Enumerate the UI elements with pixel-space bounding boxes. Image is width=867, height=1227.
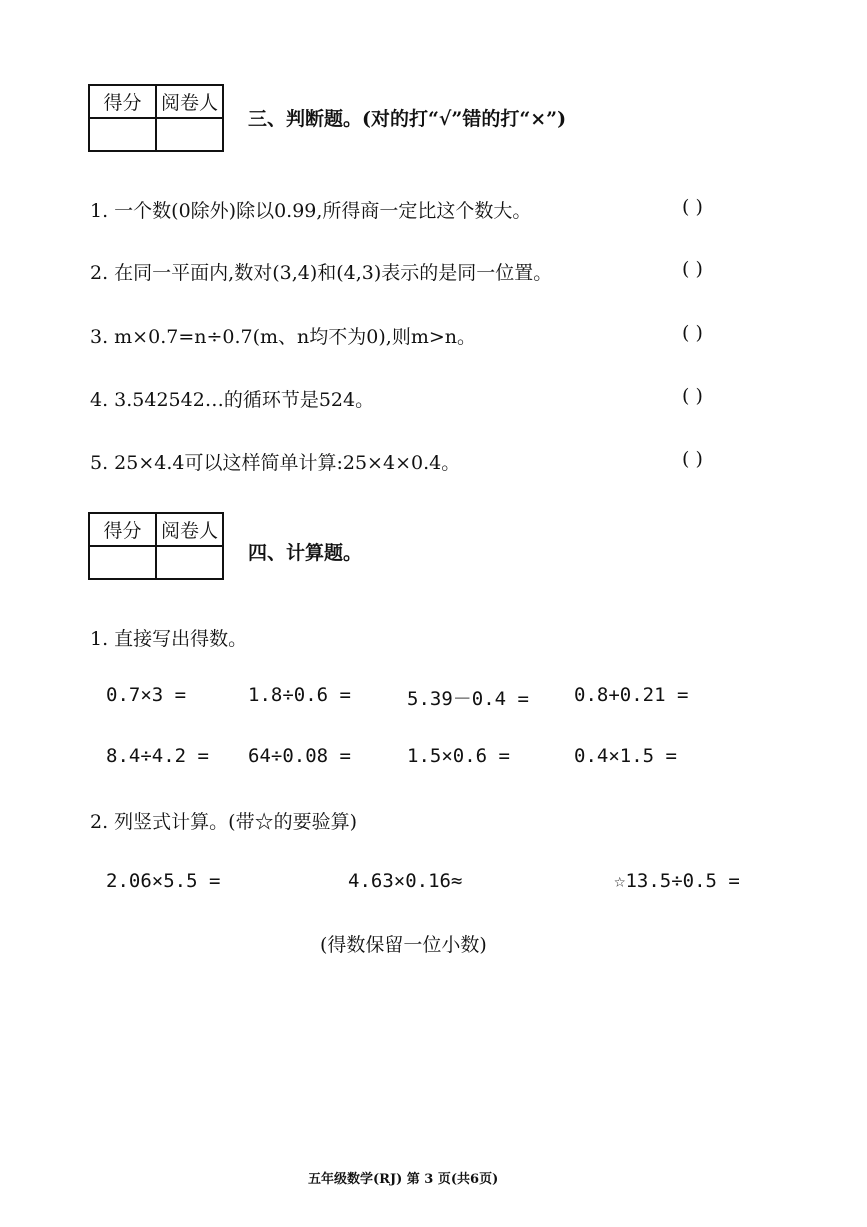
score-box-1 — [88, 84, 224, 152]
vertical-calc-1: 2.06×5.5 = — [106, 870, 221, 892]
score-label: 得分 — [89, 85, 156, 118]
judge-item-4: 4. 3.542542…的循环节是524。 — [90, 389, 375, 411]
oral-calc-6: 64÷0.08 = — [248, 745, 351, 767]
part2-title: 2. 列竖式计算。(带☆的要验算) — [90, 811, 357, 833]
oral-calc-1: 0.7×3 = — [106, 684, 187, 706]
oral-calc-5: 8.4÷4.2 = — [106, 745, 209, 767]
judge-answer-4[interactable]: ( ) — [682, 385, 703, 407]
oral-calc-8: 0.4×1.5 = — [574, 745, 677, 767]
judge-answer-5[interactable]: ( ) — [682, 448, 703, 470]
oral-calc-7: 1.5×0.6 = — [407, 745, 510, 767]
part1-title: 1. 直接写出得数。 — [90, 628, 248, 650]
grader-label: 阅卷人 — [156, 85, 223, 118]
judge-answer-2[interactable]: ( ) — [682, 258, 703, 280]
section3-title: 三、判断题。(对的打“√”错的打“×”) — [248, 108, 567, 130]
judge-item-5: 5. 25×4.4可以这样简单计算:25×4×0.4。 — [90, 452, 461, 474]
judge-answer-1[interactable]: ( ) — [682, 196, 703, 218]
vertical-calc-3: ☆13.5÷0.5 = — [614, 870, 740, 892]
judge-item-1: 1. 一个数(0除外)除以0.99,所得商一定比这个数大。 — [90, 200, 532, 222]
vertical-calc-2: 4.63×0.16≈ — [348, 870, 463, 892]
oral-calc-4: 0.8+0.21 = — [574, 684, 689, 706]
grader-cell[interactable] — [156, 118, 223, 151]
section4-title: 四、计算题。 — [248, 542, 363, 564]
judge-answer-3[interactable]: ( ) — [682, 322, 703, 344]
score-label: 得分 — [89, 513, 156, 546]
judge-item-2: 2. 在同一平面内,数对(3,4)和(4,3)表示的是同一位置。 — [90, 262, 553, 284]
oral-calc-2: 1.8÷0.6 = — [248, 684, 351, 706]
score-box-2 — [88, 512, 224, 580]
grader-label: 阅卷人 — [156, 513, 223, 546]
judge-item-3: 3. m×0.7=n÷0.7(m、n均不为0),则m>n。 — [90, 326, 476, 348]
page-footer: 五年级数学(RJ) 第 3 页(共6页) — [308, 1172, 499, 1187]
rounding-note: (得数保留一位小数) — [320, 934, 487, 956]
grader-cell[interactable] — [156, 546, 223, 579]
oral-calc-3: 5.39－0.4 = — [407, 688, 529, 710]
score-cell[interactable] — [89, 546, 156, 579]
score-cell[interactable] — [89, 118, 156, 151]
